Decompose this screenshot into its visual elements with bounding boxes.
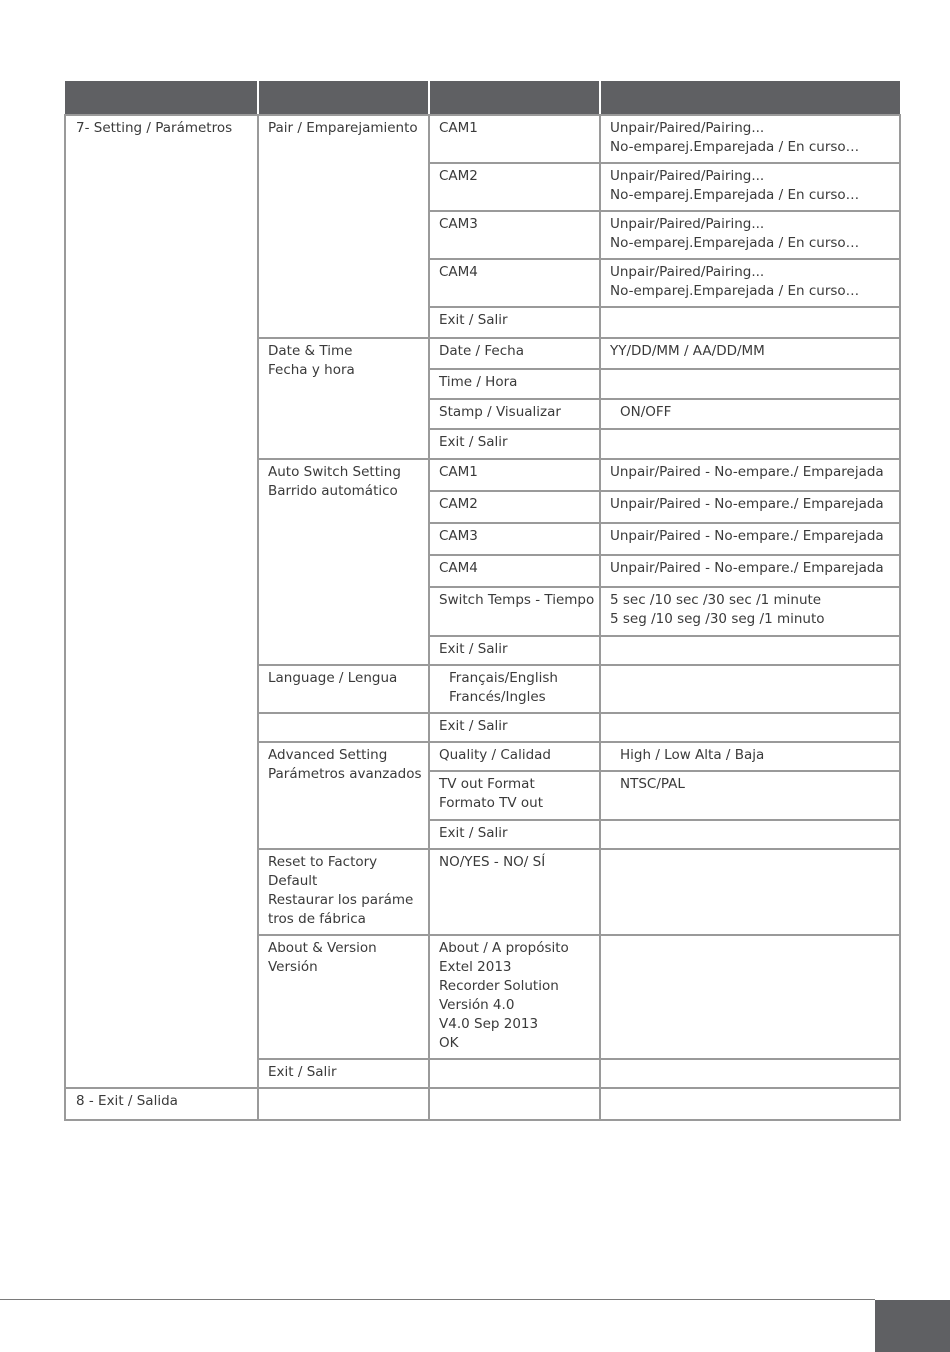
row-divider bbox=[429, 635, 900, 637]
cell-line: About & Version bbox=[268, 940, 377, 956]
row-divider bbox=[258, 1119, 429, 1121]
cell-line: No-emparej.Emparejada / En curso… bbox=[610, 235, 860, 251]
row-divider bbox=[429, 368, 900, 370]
cell-line: Unpair/Paired - No-empare./ Emparejada bbox=[610, 528, 884, 544]
table-cell-text bbox=[610, 215, 859, 253]
table-cell-text bbox=[610, 463, 884, 482]
cell-line: TV out Format bbox=[439, 776, 535, 792]
table-cell-text bbox=[439, 824, 508, 843]
table-cell-text bbox=[268, 342, 355, 380]
cell-line: CAM1 bbox=[439, 464, 478, 480]
row-divider bbox=[258, 1058, 429, 1060]
row-divider bbox=[429, 1087, 900, 1089]
table-cell-text bbox=[610, 527, 884, 546]
row-divider bbox=[429, 428, 900, 430]
cell-line: Language / Lengua bbox=[268, 670, 398, 686]
row-divider bbox=[429, 162, 900, 164]
table-cell-text bbox=[268, 463, 401, 501]
cell-line: No-emparej.Emparejada / En curso… bbox=[610, 187, 860, 203]
table-cell-text bbox=[620, 403, 671, 422]
table-cell-text bbox=[439, 527, 478, 546]
cell-line: Unpair/Paired/Pairing... bbox=[610, 120, 765, 136]
cell-line: 8 - Exit / Salida bbox=[76, 1093, 178, 1109]
row-divider bbox=[429, 1058, 900, 1060]
table-cell-text bbox=[610, 559, 884, 578]
table-header-col1 bbox=[65, 81, 257, 114]
cell-line: Exit / Salir bbox=[439, 434, 508, 450]
cell-line: Barrido automático bbox=[268, 483, 398, 499]
table-cell-text bbox=[268, 939, 377, 977]
cell-line: Extel 2013 bbox=[439, 959, 512, 975]
cell-line: Date / Fecha bbox=[439, 343, 524, 359]
cell-line: Unpair/Paired - No-empare./ Emparejada bbox=[610, 560, 884, 576]
cell-line: Date & Time bbox=[268, 343, 353, 359]
table-cell-text bbox=[439, 559, 478, 578]
table-cell-text bbox=[610, 591, 825, 629]
table-cell-text bbox=[439, 342, 524, 361]
row-divider bbox=[429, 934, 900, 936]
cell-line: NO/YES - NO/ SÍ bbox=[439, 854, 546, 870]
row-divider bbox=[429, 1119, 900, 1121]
table-header-col4 bbox=[601, 81, 900, 114]
cell-line: CAM2 bbox=[439, 168, 478, 184]
table-header-col3 bbox=[430, 81, 599, 114]
table-cell-text bbox=[268, 669, 397, 688]
table-cell-text bbox=[76, 1092, 178, 1111]
row-divider bbox=[429, 490, 900, 492]
cell-line: Advanced Setting bbox=[268, 747, 388, 763]
cell-line: High / Low Alta / Baja bbox=[620, 747, 765, 763]
cell-line: Stamp / Visualizar bbox=[439, 404, 561, 420]
table-cell-text bbox=[439, 717, 508, 736]
cell-line: 5 sec /10 sec /30 sec /1 minute bbox=[610, 592, 822, 608]
row-divider bbox=[258, 712, 429, 714]
cell-line: Unpair/Paired/Pairing... bbox=[610, 264, 765, 280]
cell-line: Auto Switch Setting bbox=[268, 464, 401, 480]
table-cell-text bbox=[268, 853, 413, 929]
cell-line: 7- Setting / Parámetros bbox=[76, 120, 233, 136]
table-header-col2 bbox=[259, 81, 428, 114]
table-cell-text bbox=[76, 119, 232, 138]
cell-line: Recorder Solution bbox=[439, 978, 559, 994]
cell-line: Exit / Salir bbox=[439, 825, 508, 841]
cell-line: About / A propósito bbox=[439, 940, 569, 956]
cell-line: Exit / Salir bbox=[439, 641, 508, 657]
row-divider bbox=[258, 337, 429, 339]
row-divider bbox=[429, 741, 900, 743]
row-divider bbox=[258, 664, 429, 666]
table-cell-text bbox=[268, 746, 422, 784]
cell-line: Default bbox=[268, 873, 318, 889]
table-cell-text bbox=[439, 746, 551, 765]
row-divider bbox=[429, 819, 900, 821]
cell-line: V4.0 Sep 2013 bbox=[439, 1016, 539, 1032]
cell-line: 5 seg /10 seg /30 seg /1 minuto bbox=[610, 611, 825, 627]
cell-line: Unpair/Paired - No-empare./ Emparejada bbox=[610, 464, 884, 480]
row-divider bbox=[258, 741, 429, 743]
cell-line: Fecha y hora bbox=[268, 362, 355, 378]
row-divider bbox=[258, 848, 429, 850]
column-divider bbox=[64, 114, 66, 1121]
cell-line: Français/English bbox=[449, 670, 558, 686]
row-divider bbox=[258, 114, 429, 116]
row-divider bbox=[429, 848, 900, 850]
table-cell-text bbox=[610, 495, 884, 514]
row-divider bbox=[429, 664, 900, 666]
row-divider bbox=[429, 586, 900, 588]
cell-line: Unpair/Paired - No-empare./ Emparejada bbox=[610, 496, 884, 512]
cell-line: Unpair/Paired/Pairing... bbox=[610, 168, 765, 184]
cell-line: YY/DD/MM / AA/DD/MM bbox=[610, 343, 765, 359]
row-divider bbox=[258, 458, 429, 460]
table-cell-text bbox=[439, 591, 594, 610]
column-divider bbox=[257, 114, 259, 1121]
cell-line: Unpair/Paired/Pairing... bbox=[610, 216, 765, 232]
cell-line: tros de fábrica bbox=[268, 911, 366, 927]
table-cell-text bbox=[439, 775, 543, 813]
table-cell-text bbox=[439, 853, 545, 872]
cell-line: Time / Hora bbox=[439, 374, 518, 390]
table-cell-text bbox=[610, 263, 859, 301]
cell-line: CAM1 bbox=[439, 120, 478, 136]
cell-line: Switch Temps - Tiempo bbox=[439, 592, 595, 608]
table-cell-text bbox=[439, 373, 517, 392]
cell-line: Quality / Calidad bbox=[439, 747, 551, 763]
footer-rule bbox=[0, 1299, 875, 1300]
table-cell-text bbox=[610, 342, 765, 361]
cell-line: Formato TV out bbox=[439, 795, 544, 811]
table-cell-text bbox=[439, 495, 478, 514]
row-divider bbox=[65, 1119, 258, 1121]
cell-line: No-emparej.Emparejada / En curso… bbox=[610, 283, 860, 299]
cell-line: OK bbox=[439, 1035, 459, 1051]
row-divider bbox=[429, 554, 900, 556]
row-divider bbox=[429, 210, 900, 212]
table-cell-text bbox=[268, 1063, 337, 1082]
row-divider bbox=[429, 114, 900, 116]
row-divider bbox=[258, 1087, 429, 1089]
cell-line: CAM3 bbox=[439, 216, 478, 232]
row-divider bbox=[429, 770, 900, 772]
table-cell-text bbox=[439, 311, 508, 330]
page-number-tab bbox=[875, 1300, 950, 1352]
row-divider bbox=[429, 258, 900, 260]
row-divider bbox=[65, 1087, 258, 1089]
table-cell-text bbox=[439, 263, 478, 282]
row-divider bbox=[429, 458, 900, 460]
cell-line: Exit / Salir bbox=[268, 1064, 337, 1080]
table-cell-text bbox=[439, 403, 561, 422]
cell-line: Exit / Salir bbox=[439, 312, 508, 328]
cell-line: Francés/Ingles bbox=[449, 689, 546, 705]
table-cell-text bbox=[439, 119, 478, 138]
table-cell-text bbox=[439, 433, 508, 452]
column-divider bbox=[899, 114, 901, 1121]
table-cell-text bbox=[439, 939, 569, 1053]
cell-line: Reset to Factory bbox=[268, 854, 378, 870]
row-divider bbox=[429, 522, 900, 524]
cell-line: CAM3 bbox=[439, 528, 478, 544]
table-cell-text bbox=[620, 746, 764, 765]
column-divider bbox=[599, 114, 601, 1121]
table-cell-text bbox=[610, 119, 859, 157]
row-divider bbox=[65, 114, 258, 116]
table-cell-text bbox=[439, 167, 478, 186]
cell-line: NTSC/PAL bbox=[620, 776, 685, 792]
table-cell-text bbox=[620, 775, 685, 794]
row-divider bbox=[258, 934, 429, 936]
cell-line: Parámetros avanzados bbox=[268, 766, 422, 782]
cell-line: No-emparej.Emparejada / En curso… bbox=[610, 139, 860, 155]
table-cell-text bbox=[610, 167, 859, 205]
table-cell-text bbox=[449, 669, 558, 707]
cell-line: CAM2 bbox=[439, 496, 478, 512]
cell-line: CAM4 bbox=[439, 264, 478, 280]
column-divider bbox=[428, 114, 430, 1121]
cell-line: Exit / Salir bbox=[439, 718, 508, 734]
row-divider bbox=[429, 398, 900, 400]
table-cell-text bbox=[268, 119, 418, 138]
cell-line: Pair / Emparejamiento bbox=[268, 120, 418, 136]
row-divider bbox=[429, 337, 900, 339]
cell-line: Restaurar los paráme bbox=[268, 892, 414, 908]
table-cell-text bbox=[439, 215, 478, 234]
row-divider bbox=[429, 712, 900, 714]
cell-line: CAM4 bbox=[439, 560, 478, 576]
cell-line: Versión 4.0 bbox=[439, 997, 515, 1013]
cell-line: ON/OFF bbox=[620, 404, 672, 420]
cell-line: Versión bbox=[268, 959, 318, 975]
table-cell-text bbox=[439, 640, 508, 659]
table-cell-text bbox=[439, 463, 478, 482]
row-divider bbox=[429, 306, 900, 308]
